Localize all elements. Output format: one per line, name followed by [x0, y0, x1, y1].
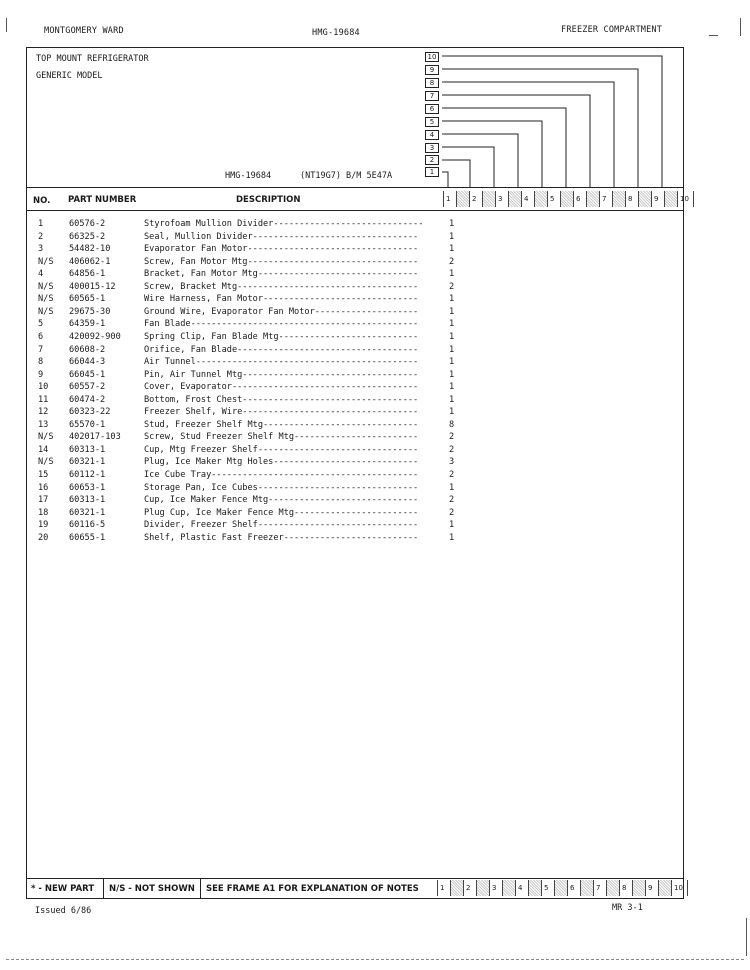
part-quantity: 1 — [449, 382, 455, 393]
grid-cell: 8 — [619, 880, 632, 896]
brand-name: MONTGOMERY WARD — [44, 26, 124, 36]
part-description: Plug, Ice Maker Mtg Holes---------------------------- — [144, 457, 419, 468]
grid-cell — [508, 191, 521, 207]
callout-box-1: 1 — [425, 167, 439, 177]
part-index: 17 — [38, 495, 49, 506]
part-quantity: 1 — [449, 231, 455, 242]
part-number: 29675-30 — [69, 306, 111, 317]
part-number: 406062-1 — [69, 256, 111, 267]
part-number: 60608-2 — [69, 344, 106, 355]
callout-box-4: 4 — [425, 130, 439, 140]
grid-cell: 9 — [645, 880, 658, 896]
part-number: 66044-3 — [69, 357, 106, 368]
grid-cell — [664, 191, 677, 207]
scan-edge-line — [6, 959, 744, 960]
grid-cell: 10 — [677, 191, 693, 207]
grid-cell — [606, 880, 619, 896]
part-description: Cover, Evaporator------------------------------------ — [144, 382, 419, 393]
part-quantity: 1 — [449, 269, 455, 280]
part-index: 1 — [38, 219, 44, 229]
part-description: Styrofoam Mullion Divider----------------------------- — [144, 219, 424, 229]
part-number: 402017-103 — [69, 432, 121, 443]
part-description: Ground Wire, Evaporator Fan Motor-------------------- — [144, 306, 419, 317]
callout-box-5: 5 — [425, 117, 439, 127]
grid-cell: 3 — [489, 880, 502, 896]
grid-cell — [482, 191, 495, 207]
bottom-number-grid — [437, 880, 688, 896]
part-number: 66045-1 — [69, 369, 106, 380]
top-number-grid — [443, 191, 694, 207]
part-index: 18 — [38, 507, 49, 518]
part-description: Storage Pan, Ice Cubes------------------------------- — [144, 482, 419, 493]
part-number: 60557-2 — [69, 382, 106, 393]
part-index: 8 — [38, 357, 44, 368]
part-quantity: 3 — [449, 457, 455, 468]
part-quantity: 1 — [449, 482, 455, 493]
part-description: Screw, Fan Motor Mtg--------------------------------- — [144, 256, 419, 267]
grid-cell: 1 — [443, 191, 456, 207]
part-quantity: 1 — [449, 532, 455, 543]
part-quantity: 1 — [449, 394, 455, 405]
grid-cell — [586, 191, 599, 207]
part-description: Orifice, Fan Blade----------------------------------- — [144, 344, 419, 355]
callout-box-2: 2 — [425, 155, 439, 165]
callout-leader-lines — [420, 48, 670, 188]
part-number: 60653-1 — [69, 482, 106, 493]
part-index: 2 — [38, 231, 44, 242]
grid-cell — [450, 880, 463, 896]
callout-box-3: 3 — [425, 143, 439, 153]
part-description: Shelf, Plastic Fast Freezer-------------------------- — [144, 532, 419, 543]
section-title: FREEZER COMPARTMENT — [561, 25, 663, 35]
part-index: 12 — [38, 407, 49, 418]
part-number: 400015-12 — [69, 281, 116, 292]
part-quantity: 1 — [449, 407, 455, 418]
model-line-1: TOP MOUNT REFRIGERATOR — [36, 54, 149, 64]
legend-not-shown: N/S - NOT SHOWN — [104, 879, 201, 899]
grid-cell: 3 — [495, 191, 508, 207]
grid-cell — [638, 191, 651, 207]
part-number: 420092-900 — [69, 331, 121, 342]
grid-cell: 7 — [599, 191, 612, 207]
part-quantity: 1 — [449, 306, 455, 317]
grid-cell — [534, 191, 547, 207]
callout-box-9: 9 — [425, 65, 439, 75]
column-header-part-number: PART NUMBER — [68, 195, 137, 205]
part-quantity: 2 — [449, 507, 455, 518]
part-description: Cup, Ice Maker Fence Mtg----------------------------- — [144, 495, 419, 506]
part-index: 10 — [38, 382, 49, 393]
part-index: 19 — [38, 520, 49, 531]
column-header-no: NO. — [33, 196, 51, 206]
model-line-2: GENERIC MODEL — [36, 71, 103, 81]
part-index: N/S — [38, 281, 54, 292]
margin-mark — [746, 918, 747, 956]
part-quantity: 1 — [449, 331, 455, 342]
document-code: HMG-19684 — [312, 28, 360, 38]
part-number: 64359-1 — [69, 319, 106, 330]
part-quantity: 1 — [449, 244, 455, 255]
grid-cell: 5 — [547, 191, 560, 207]
grid-cell: 4 — [515, 880, 528, 896]
grid-cell — [612, 191, 625, 207]
part-description: Ice Cube Tray---------------------------------------- — [144, 470, 419, 480]
model-reference: HMG-19684 — [225, 171, 272, 181]
part-description: Spring Clip, Fan Blade Mtg--------------------------- — [144, 331, 419, 342]
callout-box-6: 6 — [425, 104, 439, 114]
part-number: 64856-1 — [69, 269, 106, 280]
part-quantity: 1 — [449, 357, 455, 368]
part-quantity: 2 — [449, 444, 455, 455]
part-description: Screw, Stud Freezer Shelf Mtg------------------------ — [144, 432, 419, 443]
part-number: 60313-1 — [69, 495, 106, 506]
part-quantity: 8 — [449, 419, 455, 430]
part-index: N/S — [38, 457, 54, 468]
grid-cell: 2 — [463, 880, 476, 896]
part-description: Bottom, Frost Chest---------------------------------- — [144, 394, 419, 405]
part-description: Cup, Mtg Freezer Shelf------------------------------- — [144, 444, 419, 455]
grid-cell: 9 — [651, 191, 664, 207]
part-quantity: 2 — [449, 495, 455, 506]
grid-cell: 5 — [541, 880, 554, 896]
callout-box-10: 10 — [425, 52, 439, 62]
part-number: 60321-1 — [69, 457, 106, 468]
grid-cell: 1 — [437, 880, 450, 896]
part-description: Seal, Mullion Divider-------------------------------- — [144, 231, 419, 242]
part-index: 5 — [38, 319, 44, 330]
part-description: Evaporator Fan Motor--------------------------------- — [144, 244, 419, 255]
column-header-description: DESCRIPTION — [236, 195, 301, 205]
part-quantity: 1 — [449, 319, 455, 330]
part-index: N/S — [38, 256, 54, 267]
part-description: Divider, Freezer Shelf------------------------------- — [144, 520, 419, 531]
part-number: 60565-1 — [69, 294, 106, 305]
grid-cell: 4 — [521, 191, 534, 207]
grid-cell — [632, 880, 645, 896]
margin-mark — [6, 18, 7, 32]
part-index: 16 — [38, 482, 49, 493]
grid-cell — [560, 191, 573, 207]
grid-cell — [456, 191, 469, 207]
part-number: 60313-1 — [69, 444, 106, 455]
part-index: 7 — [38, 344, 44, 355]
part-description: Fan Blade-------------------------------------------- — [144, 319, 419, 330]
part-index: 20 — [38, 532, 49, 543]
part-number: 60474-2 — [69, 394, 106, 405]
part-description: Freezer Shelf, Wire---------------------------------- — [144, 407, 419, 418]
part-quantity: 1 — [449, 344, 455, 355]
callout-box-7: 7 — [425, 91, 439, 101]
part-quantity: 2 — [449, 470, 455, 480]
part-number: 60112-1 — [69, 470, 106, 480]
part-index: 6 — [38, 331, 44, 342]
legend-new-part: * - NEW PART — [26, 879, 104, 899]
part-index: N/S — [38, 306, 54, 317]
margin-mark — [740, 18, 741, 36]
model-number: (NT19G7) B/M 5E47A — [300, 171, 393, 181]
margin-mark — [709, 35, 718, 36]
part-index: 11 — [38, 394, 49, 405]
grid-cell: 2 — [469, 191, 482, 207]
legend-see-frame: SEE FRAME A1 FOR EXPLANATION OF NOTES — [206, 884, 419, 894]
part-description: Stud, Freezer Shelf Mtg------------------------------ — [144, 419, 419, 430]
part-index: 3 — [38, 244, 44, 255]
grid-cell — [476, 880, 489, 896]
grid-cell: 8 — [625, 191, 638, 207]
part-index: 13 — [38, 419, 49, 430]
part-quantity: 1 — [449, 520, 455, 531]
part-index: 14 — [38, 444, 49, 455]
part-quantity: 1 — [449, 294, 455, 305]
part-description: Bracket, Fan Motor Mtg------------------------------- — [144, 269, 419, 280]
part-quantity: 2 — [449, 432, 455, 443]
part-number: 65570-1 — [69, 419, 106, 430]
part-number: 60116-5 — [69, 520, 106, 531]
grid-cell: 6 — [567, 880, 580, 896]
callout-box-8: 8 — [425, 78, 439, 88]
part-description: Screw, Bracket Mtg----------------------------------- — [144, 281, 419, 292]
part-quantity: 1 — [449, 369, 455, 380]
part-quantity: 1 — [449, 219, 455, 229]
part-description: Air Tunnel------------------------------------------- — [144, 357, 419, 368]
part-number: 60655-1 — [69, 532, 106, 543]
grid-cell: 10 — [671, 880, 687, 896]
grid-cell — [658, 880, 671, 896]
part-index: 9 — [38, 369, 44, 380]
issued-date: Issued 6/86 — [35, 906, 92, 916]
part-quantity: 2 — [449, 256, 455, 267]
part-number: 60323-22 — [69, 407, 111, 418]
page-reference: MR 3-1 — [612, 903, 643, 913]
grid-cell — [580, 880, 593, 896]
grid-cell — [502, 880, 515, 896]
part-number: 60576-2 — [69, 219, 106, 229]
part-description: Wire Harness, Fan Motor------------------------------ — [144, 294, 419, 305]
grid-cell — [554, 880, 567, 896]
part-description: Plug Cup, Ice Maker Fence Mtg------------------------ — [144, 507, 419, 518]
part-index: N/S — [38, 432, 54, 443]
part-quantity: 2 — [449, 281, 455, 292]
grid-cell — [528, 880, 541, 896]
part-number: 54482-10 — [69, 244, 111, 255]
grid-cell: 6 — [573, 191, 586, 207]
part-description: Pin, Air Tunnel Mtg---------------------------------- — [144, 369, 419, 380]
part-index: 15 — [38, 470, 49, 480]
part-index: N/S — [38, 294, 54, 305]
part-number: 60321-1 — [69, 507, 106, 518]
grid-cell: 7 — [593, 880, 606, 896]
part-number: 66325-2 — [69, 231, 106, 242]
part-index: 4 — [38, 269, 44, 280]
